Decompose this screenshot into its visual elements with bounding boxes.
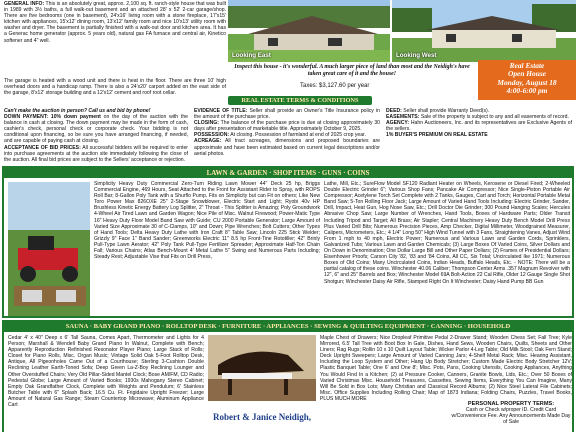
terms-agency: AGENCY: Hahn Auctioneers, Inc. and its representatives are Exclusive Agents of the sellers. bbox=[386, 120, 572, 133]
terms-phone-bid: Can't make the auction in person? Call us and bid by phone! bbox=[4, 108, 151, 114]
household-items-col1: Cedar 4' x 40" Deep x 6' Tall Sauna, Comes Apart, Thermometer and Lights for 4 Person; Marshall & Wendell Baby Grand Piano In Walnut, Complete with Bench; Apparently Reproduction Refinished Resonator Player Piano; Large Stack of Rolls; Closet for Piano Rolls, Misc. Organ Music; Vintage Solid Oak 5-Foot Rolltop Desk, Antique, All Pigeonholes Came Out of a Courthouse; Sterling 3-Cushion Double Reclining Leather Earth-Toned Sofa; Deep Green La-Z-Boy Reclining Lounger and Other Overstuffed Chairs; Very Old Pillar-Sided Mantel Clock; Bose AM/FM, CD Radio; Pedestal Globe; Large Amount of Varied Books; 1930s Mahogany Stereo Cabinet; Empty Oak Grandfather Clock, Complete with Weights and Pendulum; 6' Stainless Butcher Table with 6" Splash Back; 16.5 Cu. Ft. Frigidaire Upright Freezer; Large Amount of Natural Gas Range; Steam Countertop Microwave; Aluminum Appliance Cart bbox=[8, 335, 204, 409]
lawn-items-col2: Lathe, Mill, Etc.; SureFlow Model SF120 Radiant Heater on Wheels, Kerosene or Diesel Fired; 2-Wheeled Double Electric Grinder 6"; Various Shop Fans; Pancake Air Compressor; Nice Single-Piston Portable Air Compressor; Acetylene Torch Set Complete with 2 Tanks, Gauges, Cart and Torch; Horizontal Portable Metal Band Saw; 5-Ton Rolling Floor Jack; Large Amount of Varied Hand Tools Including: Electric Grinder, Sander, Drill, Impact, Heat Gun, Hog Nose Saw, Etc.; Drill Doctor Die Grinder; 300 Pound Hanging Scales; Hercules Abrasive Chop Saw; Large Number of Wrenches, Hand Tools, Boxes of Hardware Parts; Older Transit Including Tripod and Target; All Brass; Air Stapler; Central Machinery Heavy Duty Bench Model Drill Press Plus Varied Drill Bits; Numerous Precision Pieces, Amp Checker, Digital Millimeter, Woodgrained Measurer, Calipers, Micrometers, Etc.; 4 1/4" Long 50" High Wind Tunnel with 3 Fans, Straightening Vanes, Adjust Wind From 1 mph to 40 mph, Electric Power; Numerous and Various Lawn and Garden Cords, Sprinklers, Galvanized Tubs; Various Lawn and Garden Chemicals; (3) Large Boxes Of Varied Coins, Silver Dollars and On Down in Denomination; One Dollar Large Bill and Other Paper Dollars; (2) Frames of Presidential Dollars; Eisenhower Proofs; Carson City '82, '83 and '84 Coins, All CC, Six Total; Uncirculated Ike 1971; Numerous Boxes of Old Coins; Many Uncirculated Coins, Indian Heads, Buffalo Heads, Etc. - NOTE: There will be a partial catalog of these coins. Winchester 40.06 Caliber; Thompson Center Arms .357 Magnum Revolver with 12", 6" and 25" Barrels and Box; Winchester Model 69A Bolt-Action 22 Cal Rifle, Older 12 Gauge Single Shot Shotgun; Winchester Daisy Air Rifle, Stamped Right On It Winchester; Daisy Hand Pump BB Gun bbox=[324, 181, 570, 285]
terms-middle bbox=[194, 108, 380, 158]
lawn-photo bbox=[8, 182, 90, 316]
lawn-garden-header: LAWN & GARDEN · SHOP ITEMS · GUNS · COINS bbox=[4, 168, 572, 178]
photo-looking-west bbox=[392, 0, 576, 62]
inspect-note-text: Inspect this house - it's wonderful. A much larger piece of land than most and the Neidigh's have taken great care of it and the house! bbox=[234, 64, 470, 77]
open-house-badge bbox=[478, 60, 576, 100]
personal-property-terms: PERSONAL PROPERTY TERMS: Cash or Check w/proper ID. Credit Card w/Convenience Fee. Any Announcements Made Day of Sale bbox=[451, 401, 571, 426]
household-header: SAUNA · BABY GRAND PIANO · ROLLTOP DESK · FURNITURE · APPLIANCES · SEWING & QUILTING EQUIPMENT · CANNING · HOUSEHOLD bbox=[4, 322, 572, 332]
general-info bbox=[4, 1, 226, 79]
terms-evidence-of-title: EVIDENCE OF TITLE: Seller shall provide an Owner's Title Insurance policy in the amount of the purchase price. bbox=[194, 108, 380, 121]
household-items-col2: Maple Chest of Drawers; Nice Dropleaf Primitive Pedal 2-Drawer Stand; Wooden Chess Set; Fall Tree; Kyle Mirrored, 6.5' Tall Tree with Boot Box In Gale, Dishes, Hand Sews, Wooden Chairs, Quilts, Sheets and Other Liners; Rag Rugs; Rollin 10 x 10 Quilt Layout Table; Wicker Parlor 4-Leg Table; Old Milk Stool; Oak Fern Stand; Deck Upright Sweepers; Large Amount of Varied Canning Jars; 4-Shelf Metal Rack; Misc. Hearing Assistant, Including the Loop System and Other; Hang Up Body Stretcher; Custom Made Electric Body Stretcher 12V; Plastic Banquet Table; One 6' and One 8'; Misc. Pots, Pans, Cooking Utensils, Cooking Appliances, Anything You Would Find In a Kitchen; (2) at Pressure Cooker, Canners, Granite Bowls, Lids, Etc.; Over 50 Boxes of Varied Christmas Misc. Household Treasures, Cassettes, Sewing Items, Everything You Can Imagine, Many Will Be Sold in Box Lots; Many Christian and Classical Record Albums; (2) Nice Steel Lateral File Cabinets; Misc. Office Supplies Including Rolling Chair; Map of 1873 Indiana; Folding Chairs, Puzzles, Travel Books, PLUS MUCH MORE bbox=[320, 335, 572, 402]
real-estate-terms-header: REAL ESTATE TERMS & CONDITIONS bbox=[228, 96, 372, 105]
photo-caption-west: Looking West bbox=[396, 52, 437, 59]
inspect-note bbox=[232, 64, 472, 78]
household-section bbox=[2, 320, 574, 432]
terms-easements: EASEMENTS: Sale of the property is subject to any and all easements of record. bbox=[386, 114, 569, 121]
open-house-line4: 4:00-6:00 pm bbox=[506, 86, 548, 96]
terms-deed: DEED: Seller shall provide Warranty Deed(s). bbox=[386, 108, 490, 114]
terms-possession: POSSESSION: At closing. Possession of farmland at end of 2025 crop year. bbox=[194, 132, 366, 139]
photo-looking-east bbox=[228, 0, 390, 62]
general-info-lead: GENERAL INFO: bbox=[4, 1, 45, 7]
open-house-line1: Real Estate bbox=[509, 61, 545, 70]
terms-buyers-premium: 1% BUYER'S PREMIUM ON REAL ESTATE bbox=[386, 132, 488, 139]
owners-name: Robert & Janice Neidigh, bbox=[213, 412, 311, 422]
piano-photo bbox=[208, 335, 316, 401]
open-house-line2: Open House bbox=[508, 69, 546, 79]
terms-right bbox=[386, 108, 572, 150]
lawn-items-col1: Simplicity Heavy Duty Commercial Zero-Turn Riding Lawn Mower 44" Deck 25 hp, Briggs Commercial Engine, 469 Hours, Seat Attached to the Front for Assistant Rider to Spray, with ROPS Roll Bar; 8-Gallon Poly Tank with a Shurflo Pump, Fits on Simplicity but can Fit on others; Like New Toro Power Max 826OXE 25" 2-Stage Snowblower, Electric Start and Light; Ryobi 40v HP Brushless Kinetic Energy Battery Log Splitter, 2" Throat - This Splitter is Amazing; Poly Groundwork 4-Wheel Air Tired Lawn and Garden Wagon; Nice Pile of Misc. Walnut Firewood; Power-Matic Type 16" Heavy Duty Floor Model Band Saw with Guide; CU 2000 Portable Generator; Large Amount of Varied Size Approximate 30 of C-Clamps, 10" and Down; Pipe Wrenches; Bolt Cutters; Other Types of Hand Tools; Delta Heavy Duty Lathe with Iron Craft 8" Table Saw; Lincoln 225 Stick Welder; Grizzly 9" Face 1" Band Sander; Greenworks Electric 11" 8.5 hp Front-Tine Rototiller; 42" Brinly Pull-Type Lawn Aerator; 42" Poly Tank Pull-Type Fertilizer Spreader; Approximate Half-Ton Chain Fall; Various Chains; Atlas Bench-Mount 4' Metal Lathe 5" Swing and Numerous Parts Including; Steady Rest; Adjustable Vise that Fits on Drill Press, bbox=[94, 181, 320, 261]
terms-closing: CLOSING: The balance of the purchase price is due at closing approximately 30 days after presentation of marketable title. Approximately October 9, 2025. bbox=[194, 120, 381, 133]
terms-acreage: ACREAGE: All tract acreages, dimensions and proposed boundaries are approximate and have been estimated based on current legal descriptions and/or aerial photos. bbox=[194, 138, 380, 157]
taxes-text: Taxes: $3,127.60 per year bbox=[300, 83, 370, 89]
mower-photo bbox=[8, 182, 90, 316]
household-photo bbox=[208, 335, 316, 401]
general-info-text: This is an absolutely great, approx. 2,100 sq. ft. ranch-style house that was built in 1989 with 3½ baths, a full walk-out basement and an attached 28' x 52' 2-car garage/shop. There are five bedrooms (one in basement), 24'x16' living room with a stone fireplace, 17'x15' kitchen with appliances, 15'x12' dining room, 13'x12' family room and nice 10'x13' utility room with washer and dryer. The basement is partially finished with a walk-out door and kitchen area. It has a Generac home generator (approx. 5 years old), natural gas FA furnace and central air, Kinetico softener and 4" well. bbox=[4, 1, 227, 44]
terms-left bbox=[4, 108, 189, 163]
terms-down-payment: DOWN PAYMENT: 10% down payment on the day of the auction with the balance in cash at closing. The down payment may be made in the form of cash, cashier's check, personal check or corporate check. Your bidding is not conditional upon financing, so be sure you have arranged financing, if needed, and are capable of paying cash at closing. bbox=[4, 114, 188, 145]
open-house-line3: Monday, August 18 bbox=[497, 77, 557, 87]
terms-acceptance: ACCEPTANCE OF BID PRICES: All successful bidders will be required to enter into purchase agreements at the auction site immediately following the close of the auction. All final bid prices are subject to the Sellers' acceptance or rejection. bbox=[4, 144, 189, 163]
general-info-garage bbox=[4, 78, 226, 107]
photo-caption-east: Looking East bbox=[232, 52, 271, 59]
taxes bbox=[300, 83, 369, 89]
lawn-garden-section bbox=[2, 166, 574, 318]
garage-text: The garage is heated with a wood unit and there is heat in the floor. There are three 10' high overhead doors and a handicap ramp. There is also a 24'x20' carport added on the east side of the garage, 8'x12' storage building and a 12'x12' cement and roof root cellar. bbox=[4, 78, 226, 97]
